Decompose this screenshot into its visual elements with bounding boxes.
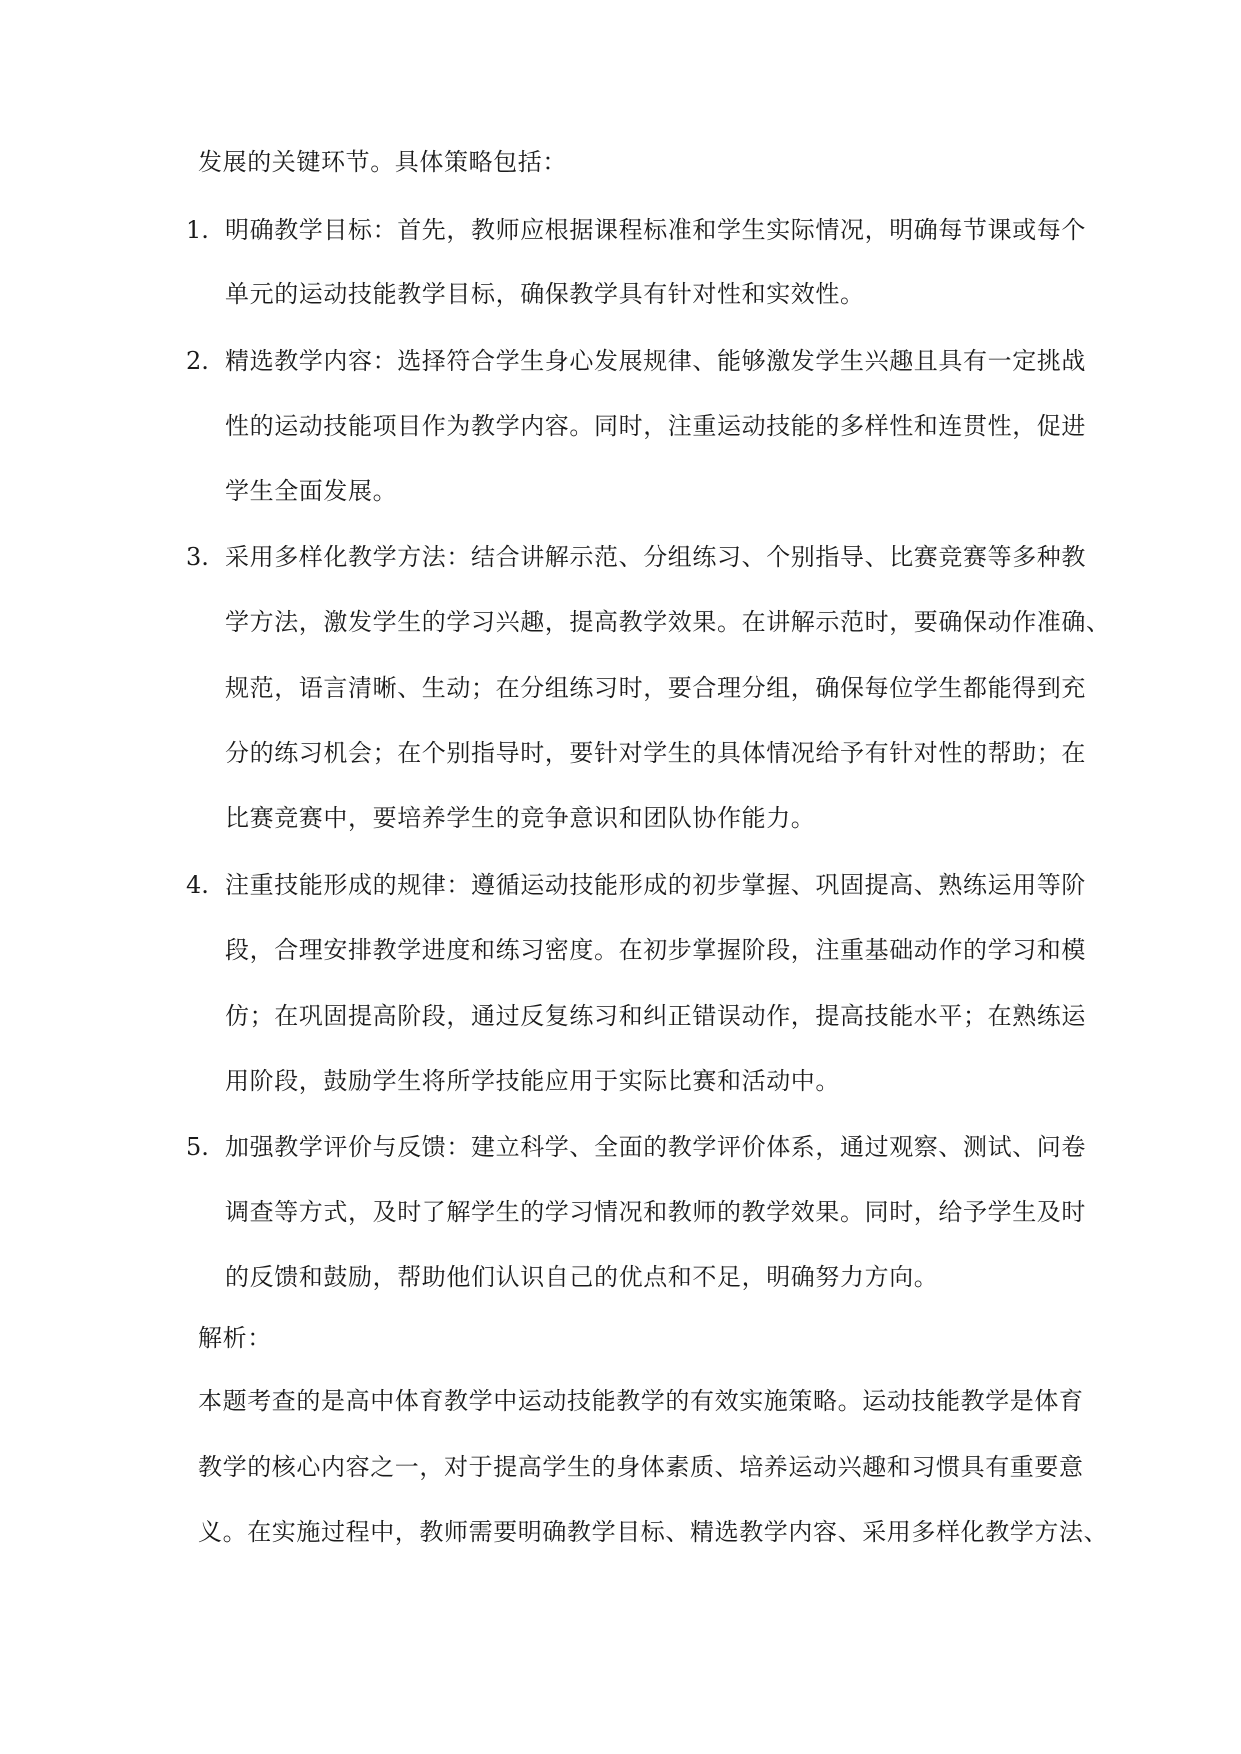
item-3-line-1: 采用多样化教学方法：结合讲解示范、分组练习、个别指导、比赛竞赛等多种教 bbox=[225, 543, 1086, 571]
analysis-line-3: 义。在实施过程中，教师需要明确教学目标、精选教学内容、采用多样化教学方法、 bbox=[198, 1518, 1109, 1546]
item-4-line-3: 仿；在巩固提高阶段，通过反复练习和纠正错误动作，提高技能水平；在熟练运 bbox=[225, 1002, 1086, 1030]
intro-tail-text: 发展的关键环节。具体策略包括： bbox=[198, 148, 567, 176]
item-1-line-2: 单元的运动技能教学目标，确保教学具有针对性和实效性。 bbox=[225, 280, 865, 308]
item-4-number: 4. bbox=[186, 871, 209, 899]
item-4-line-2: 段，合理安排教学进度和练习密度。在初步掌握阶段，注重基础动作的学习和模 bbox=[225, 936, 1086, 964]
analysis-line-1: 本题考查的是高中体育教学中运动技能教学的有效实施策略。运动技能教学是体育 bbox=[198, 1387, 1084, 1415]
item-1-number: 1. bbox=[186, 216, 209, 244]
item-2-line-1: 精选教学内容：选择符合学生身心发展规律、能够激发学生兴趣且具有一定挑战 bbox=[225, 347, 1086, 375]
item-1-line-1: 明确教学目标：首先，教师应根据课程标准和学生实际情况，明确每节课或每个 bbox=[225, 216, 1086, 244]
item-2-number: 2. bbox=[186, 347, 209, 375]
item-4-line-1: 注重技能形成的规律：遵循运动技能形成的初步掌握、巩固提高、熟练运用等阶 bbox=[225, 871, 1086, 899]
item-3-line-4: 分的练习机会；在个别指导时，要针对学生的具体情况给予有针对性的帮助；在 bbox=[225, 739, 1086, 767]
analysis-label: 解析： bbox=[198, 1324, 272, 1352]
item-2-line-2: 性的运动技能项目作为教学内容。同时，注重运动技能的多样性和连贯性，促进 bbox=[225, 412, 1086, 440]
item-4-line-4: 用阶段，鼓励学生将所学技能应用于实际比赛和活动中。 bbox=[225, 1067, 840, 1095]
analysis-line-2: 教学的核心内容之一，对于提高学生的身体素质、培养运动兴趣和习惯具有重要意 bbox=[198, 1453, 1084, 1481]
item-5-line-1: 加强教学评价与反馈：建立科学、全面的教学评价体系，通过观察、测试、问卷 bbox=[225, 1133, 1086, 1161]
item-3-line-5: 比赛竞赛中，要培养学生的竞争意识和团队协作能力。 bbox=[225, 804, 816, 832]
item-5-number: 5. bbox=[186, 1133, 209, 1161]
item-2-line-3: 学生全面发展。 bbox=[225, 477, 398, 505]
item-5-line-2: 调查等方式，及时了解学生的学习情况和教师的教学效果。同时，给予学生及时 bbox=[225, 1198, 1086, 1226]
item-3-line-3: 规范，语言清晰、生动；在分组练习时，要合理分组，确保每位学生都能得到充 bbox=[225, 674, 1086, 702]
item-3-number: 3. bbox=[186, 543, 209, 571]
item-3-line-2: 学方法，激发学生的学习兴趣，提高教学效果。在讲解示范时，要确保动作准确、 bbox=[225, 608, 1111, 636]
item-5-line-3: 的反馈和鼓励，帮助他们认识自己的优点和不足，明确努力方向。 bbox=[225, 1263, 939, 1291]
